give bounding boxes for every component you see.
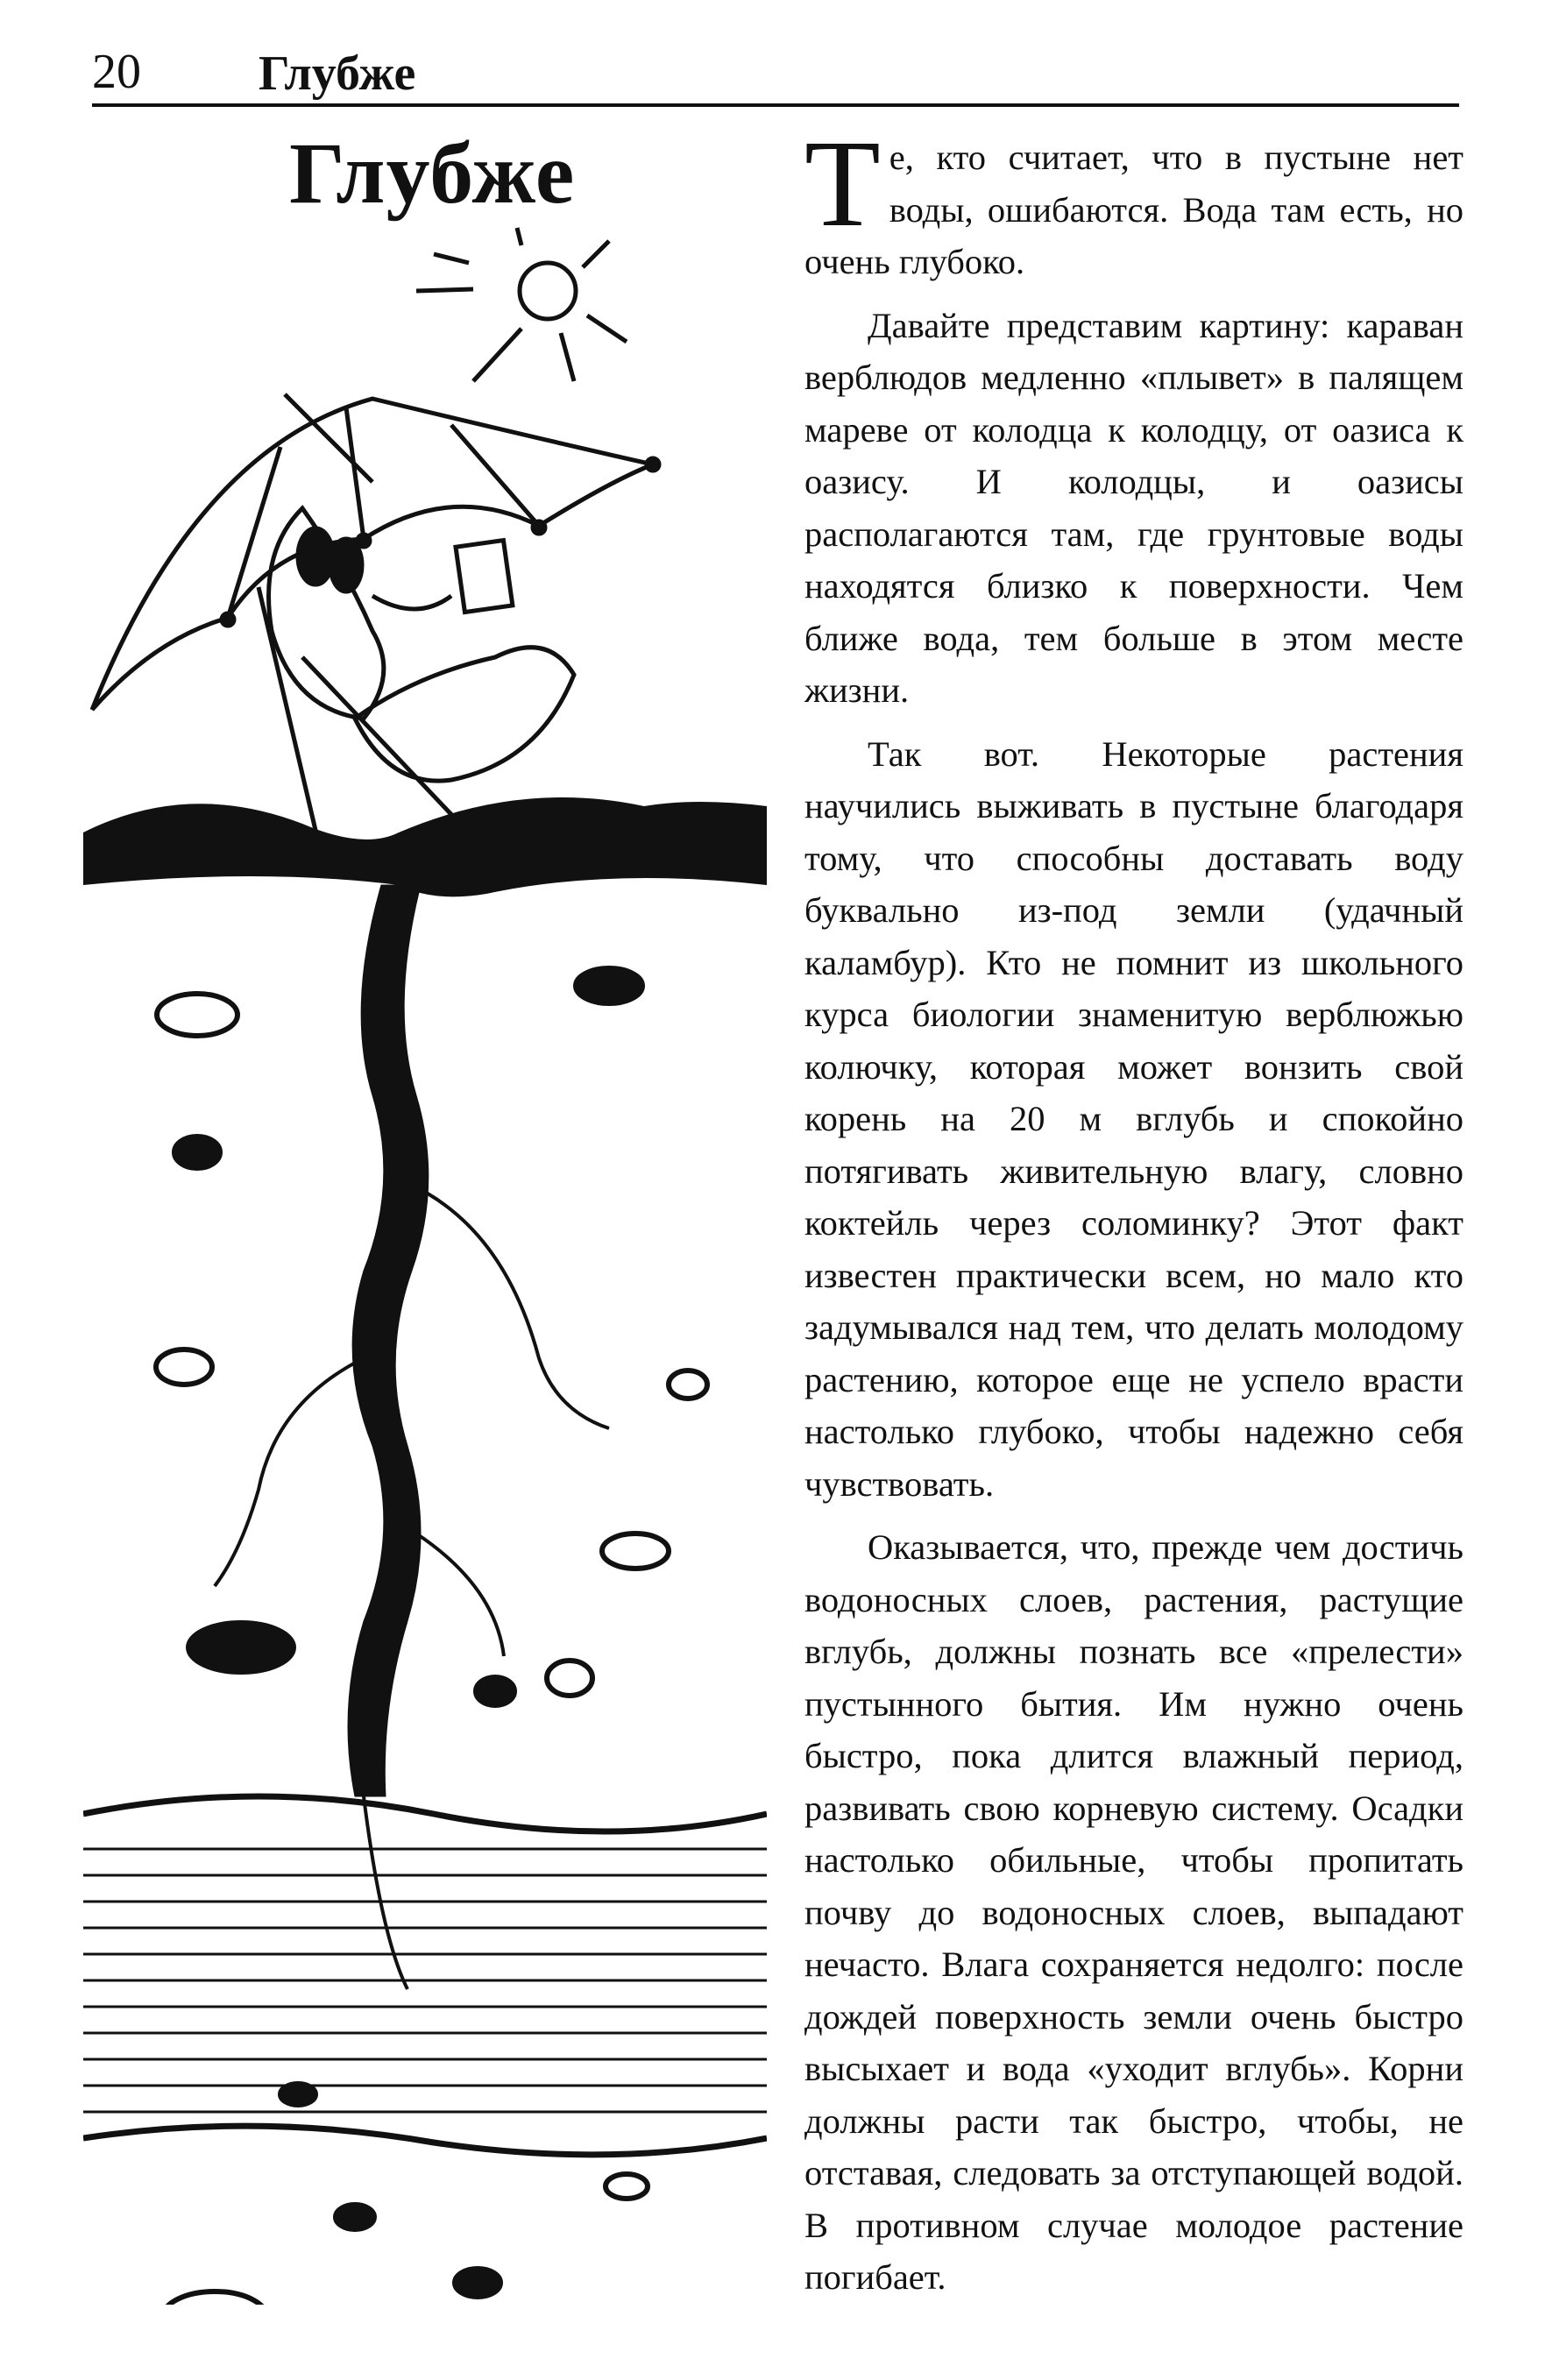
header-rule — [92, 103, 1459, 107]
paragraph: Оказывается, что, прежде чем достичь водоносных слоев, растения, растущие вглубь, должны познать все «прелести» пустынного бытия. Им нужно очень быстро, пока длится влажный период, развивать свою корневую систему. Осадки настолько обильные, чтобы пропитать почву до водоносных слоев, выпадают нечасто. Влага сохраняется недолго: после дождей поверхность земли очень быстро высыхает и вода «уходит вглубь». Корни должны расти так быстро, чтобы, не отставая, следовать за отступающей водой. В противном случае молодое растение погибает. — [804, 1527, 1463, 2297]
paragraph — [804, 114, 1463, 288]
running-head — [92, 33, 1459, 107]
article-title: Глубже — [289, 124, 576, 222]
page-number: 20 — [92, 45, 141, 99]
paragraph: Давайте представим картину: караван верблюдов медленно «плывет» в палящем мареве от колодца к колодцу, от оазиса к оазису. И колодцы, и оазисы располагаются там, где грунтовые воды находятся близко к поверхности. Чем ближе вода, тем больше в этом месте жизни. — [804, 305, 1463, 710]
paragraph-text: е, кто считает, что в пустыне нет воды, ошибаются. Вода там есть, но очень глубоко. — [804, 138, 1463, 281]
root-icon — [215, 885, 609, 1989]
paragraph: Так вот. Некоторые растения научились выживать в пустыне благодаря тому, что способны доставать воду буквально из-под земли (удачный каламбур). Кто не помнит из школьного курса биологии знаменитую верблюжью колючку, которая может вонзить свой корень на 20 м вглубь и спокойно потягивать живительную влагу, словно коктейль через соломинку? Этот факт известен практически всем, но мало кто задумывался над тем, что делать молодому растению, которое еще не успело врасти настолько глубоко, чтобы надежно себя чувствовать. — [804, 733, 1463, 1504]
running-title: Глубже — [259, 46, 416, 101]
water-layer-icon — [83, 1796, 767, 2155]
character-icon — [269, 508, 574, 824]
sun-icon — [416, 228, 627, 381]
desert-root-illustration — [83, 219, 767, 2305]
pebbles-icon — [156, 968, 707, 2305]
article-text — [804, 114, 1463, 2304]
umbrella-icon — [92, 394, 659, 868]
drop-cap: Т — [804, 114, 881, 252]
